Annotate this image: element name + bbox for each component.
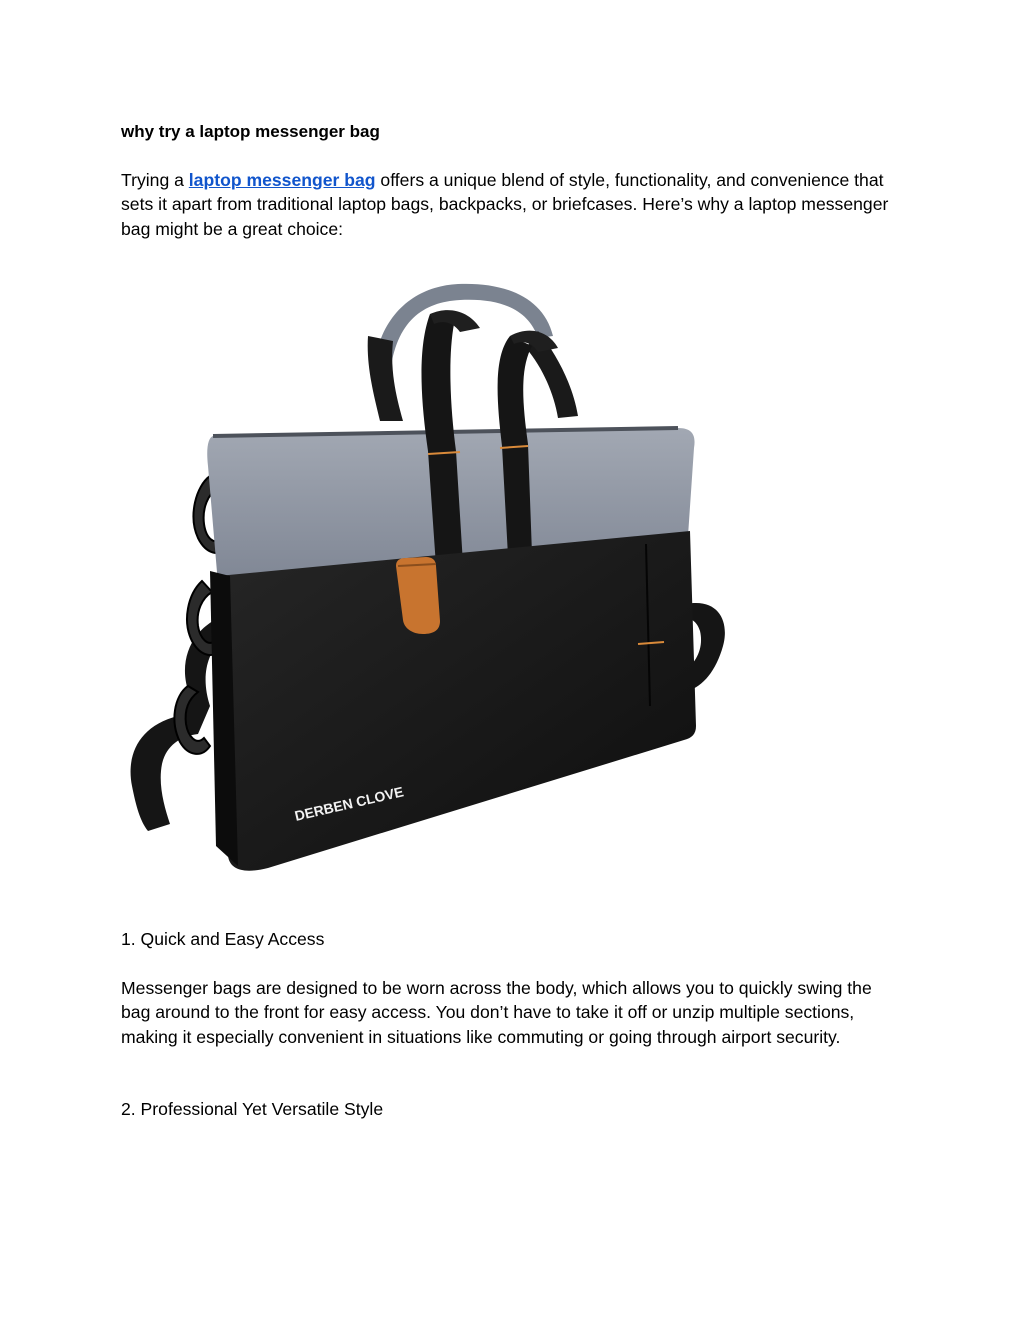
section-1-heading: 1. Quick and Easy Access: [121, 929, 325, 949]
page-title: why try a laptop messenger bag: [121, 122, 380, 141]
laptop-messenger-bag-illustration: [118, 276, 738, 881]
bag-brand-text: DERBEN CLOVE: [293, 783, 406, 824]
section-2-heading: 2. Professional Yet Versatile Style: [121, 1099, 384, 1119]
intro-text-after-link: offers a unique blend of style, functionality, and convenience that sets it apart from traditional laptop bags, backpacks, or briefcases. Here’s why a laptop messenger bag might be a great choice:: [121, 170, 889, 239]
laptop-messenger-bag-link[interactable]: laptop messenger bag: [188, 170, 376, 190]
intro-text-before-link: Trying a: [121, 170, 189, 190]
section-1-body: Messenger bags are designed to be worn across the body, which allows you to quickly swing the bag around to the front for easy access. You don’t have to take it off or unzip multiple sections, making it especially convenient in situations like commuting or going through airport security.: [121, 978, 872, 1047]
intro-paragraph: [121, 168, 901, 241]
product-image: [118, 276, 738, 881]
